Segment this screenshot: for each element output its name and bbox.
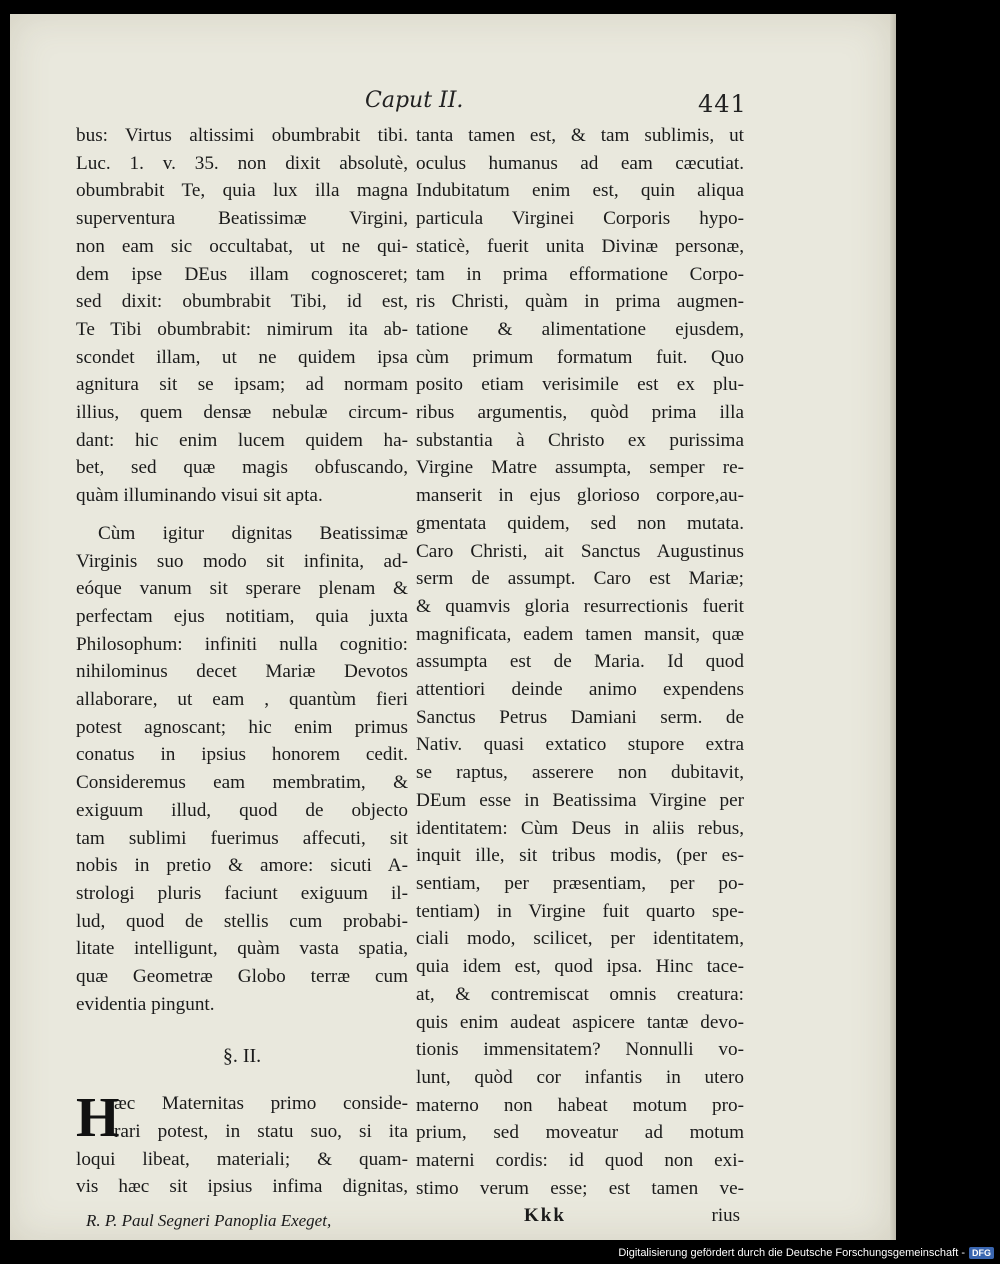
text-line: prium, sed moveatur ad motum (416, 1122, 744, 1144)
footer-credit: Digitalisierung gefördert durch die Deutsche Forschungsgemeinschaft - (618, 1246, 965, 1259)
text-line: Te Tibi obumbrabit: nimirum ita ab- (76, 318, 408, 340)
text-line: staticè, fuerit unita Divinæ personæ, (416, 235, 744, 257)
text-line: materni cordis: id quod non exi- (416, 1150, 744, 1172)
dfg-logo-icon: DFG (969, 1247, 994, 1259)
text-line: inquit ille, sit tribus modis, (per es- (416, 845, 744, 867)
text-line: gmentata quidem, sed non mutata. (416, 512, 744, 534)
text-line: loqui libeat, materiali; & quam- (76, 1148, 408, 1170)
signature-row (416, 1202, 744, 1232)
text-line: dant: hic enim lucem quidem ha- (76, 429, 408, 451)
text-line: scondet illam, ut ne quidem ipsa (76, 346, 408, 368)
text-line: assumpta est de Maria. Id quod (416, 651, 744, 673)
section-heading: §. II. (222, 1044, 262, 1067)
text-line: tam sublimi fuerimus affecuti, sit (76, 827, 408, 849)
text-line: Sanctus Petrus Damiani serm. de (416, 706, 744, 728)
text-line: lud, quod de stellis cum probabi- (76, 910, 408, 932)
running-title: Caput II. (365, 88, 464, 113)
book-page (10, 14, 890, 1240)
page-header (10, 88, 890, 122)
text-line: agnitura sit se ipsam; ad normam (76, 374, 408, 396)
text-line: eóque vanum sit sperare plenam & (76, 578, 408, 600)
catchword: rius (711, 1205, 740, 1227)
text-line: identitatem: Cùm Deus in aliis rebus, (416, 817, 744, 839)
left-column (76, 122, 408, 1235)
text-line: conatus in ipsius honorem cedit. (76, 744, 408, 766)
text-line: evidentia pingunt. (76, 993, 215, 1015)
text-line: serm de assumpt. Caro est Mariæ; (416, 568, 744, 590)
text-line: tanta tamen est, & tam sublimis, ut (416, 125, 744, 146)
text-line: perfectam ejus notitiam, quia juxta (76, 605, 408, 627)
text-line: tentiam) in Virgine fuit quarto spe- (416, 900, 744, 922)
text-line: obumbrabit Te, quia lux illa magna (76, 180, 408, 202)
text-line: Nativ. quasi extatico stupore extra (416, 734, 744, 756)
text-line: tatione & alimentatione ejusdem, (416, 318, 744, 340)
text-line: materno non habeat motum pro- (416, 1094, 744, 1116)
text-line: Virginis suo modo sit infinita, ad- (76, 550, 408, 572)
text-line: quia idem est, quod ipsa. Hinc tace- (416, 956, 744, 978)
page-number: 441 (698, 90, 747, 118)
paragraph-2 (76, 520, 408, 1019)
text-line: Philosophum: infiniti nulla cognitio: (76, 633, 408, 655)
text-line: at, & contremiscat omnis creatura: (416, 983, 744, 1005)
text-line: Luc. 1. v. 35. non dixit absolutè, (76, 152, 408, 174)
text-line: quæ Geometræ Globo terræ cum (76, 966, 408, 988)
text-line: non eam sic occultabat, ut ne qui- (76, 235, 408, 257)
text-line: tionis immensitatem? Nonnulli vo- (416, 1039, 744, 1061)
text-line: se raptus, asserere non dubitavit, (416, 762, 744, 784)
text-line: DEum esse in Beatissima Virgine per (416, 789, 744, 811)
text-line: potest agnoscant; hic enim primus (76, 716, 408, 738)
text-line: allaborare, ut eam , quantùm fieri (76, 689, 408, 711)
right-column (416, 122, 744, 1232)
text-line: ribus argumentis, quòd prima illa (416, 402, 744, 424)
text-line: Cùm igitur dignitas Beatissimæ (98, 522, 408, 544)
text-line: nihilominus decet Mariæ Devotos (76, 661, 408, 683)
text-line: cùm primum formatum fuit. Quo (416, 346, 744, 368)
drop-cap: H (76, 1087, 120, 1150)
text-line: bus: Virtus altissimi obumbrabit tibi. (76, 125, 408, 146)
text-line: oculus humanus ad eam cæcutiat. (416, 152, 744, 174)
text-line: superventura Beatissimæ Virgini, (76, 208, 408, 230)
text-line: æc Maternitas primo conside- (114, 1093, 408, 1115)
text-line: quàm illuminando visui sit apta. (76, 485, 323, 507)
text-line: exiguum illud, quod de objecto (76, 799, 408, 821)
paragraph-3 (76, 1087, 408, 1201)
signature-mark: Kkk (524, 1205, 566, 1227)
text-line: quis enim audeat aspicere tantæ devo- (416, 1011, 744, 1033)
page-edge (890, 14, 896, 1240)
text-line: & quamvis gloria resurrectionis fuerit (416, 595, 744, 617)
footer-bar (600, 1241, 1000, 1264)
text-line: sentiam, per præsentiam, per po- (416, 872, 744, 894)
text-line: ris Christi, quàm in prima augmen- (416, 291, 744, 313)
text-line: Caro Christi, ait Sanctus Augustinus (416, 540, 744, 562)
text-line: stimo verum esse; est tamen ve- (416, 1177, 744, 1199)
text-line: illius, quem densæ nebulæ circum- (76, 402, 408, 424)
text-line: particula Virginei Corporis hypo- (416, 208, 744, 230)
text-line: tam in prima efformatione Corpo- (416, 263, 744, 285)
text-line: litate intelligunt, quàm vasta spatia, (76, 938, 408, 960)
text-line: substantia à Christo ex purissima (416, 429, 744, 451)
text-line: magnificata, eadem tamen mansit, quæ (416, 623, 744, 645)
text-line: Virgine Matre assumpta, semper re- (416, 457, 744, 479)
text-line: sed dixit: obumbrabit Tibi, id est, (76, 291, 408, 313)
text-line: dem ipse DEus illam cognosceret; (76, 263, 408, 285)
text-line: rari potest, in statu suo, si ita (114, 1120, 408, 1142)
text-line: attentiori deinde animo expendens (416, 679, 744, 701)
text-line: posito etiam verisimile est ex plu- (416, 374, 744, 396)
text-line: manserit in ejus glorioso corpore,au- (416, 485, 744, 507)
text-line: nobis in pretio & amore: sicuti A- (76, 855, 408, 877)
text-line: strologi pluris faciunt exiguum il- (76, 882, 408, 904)
right-column-text (416, 122, 744, 1202)
text-line: vis hæc sit ipsius infima dignitas, (76, 1176, 408, 1198)
paragraph-1 (76, 122, 408, 510)
footnote: R. P. Paul Segneri Panoplia Exeget, (86, 1211, 332, 1231)
text-line: lunt, quòd cor infantis in utero (416, 1066, 744, 1088)
text-line: ciali modo, scilicet, per identitatem, (416, 928, 744, 950)
text-line: bet, sed quæ magis obfuscando, (76, 457, 408, 479)
text-line: Consideremus eam membratim, & (76, 772, 408, 794)
text-line: Indubitatum enim est, quin aliqua (416, 180, 744, 202)
